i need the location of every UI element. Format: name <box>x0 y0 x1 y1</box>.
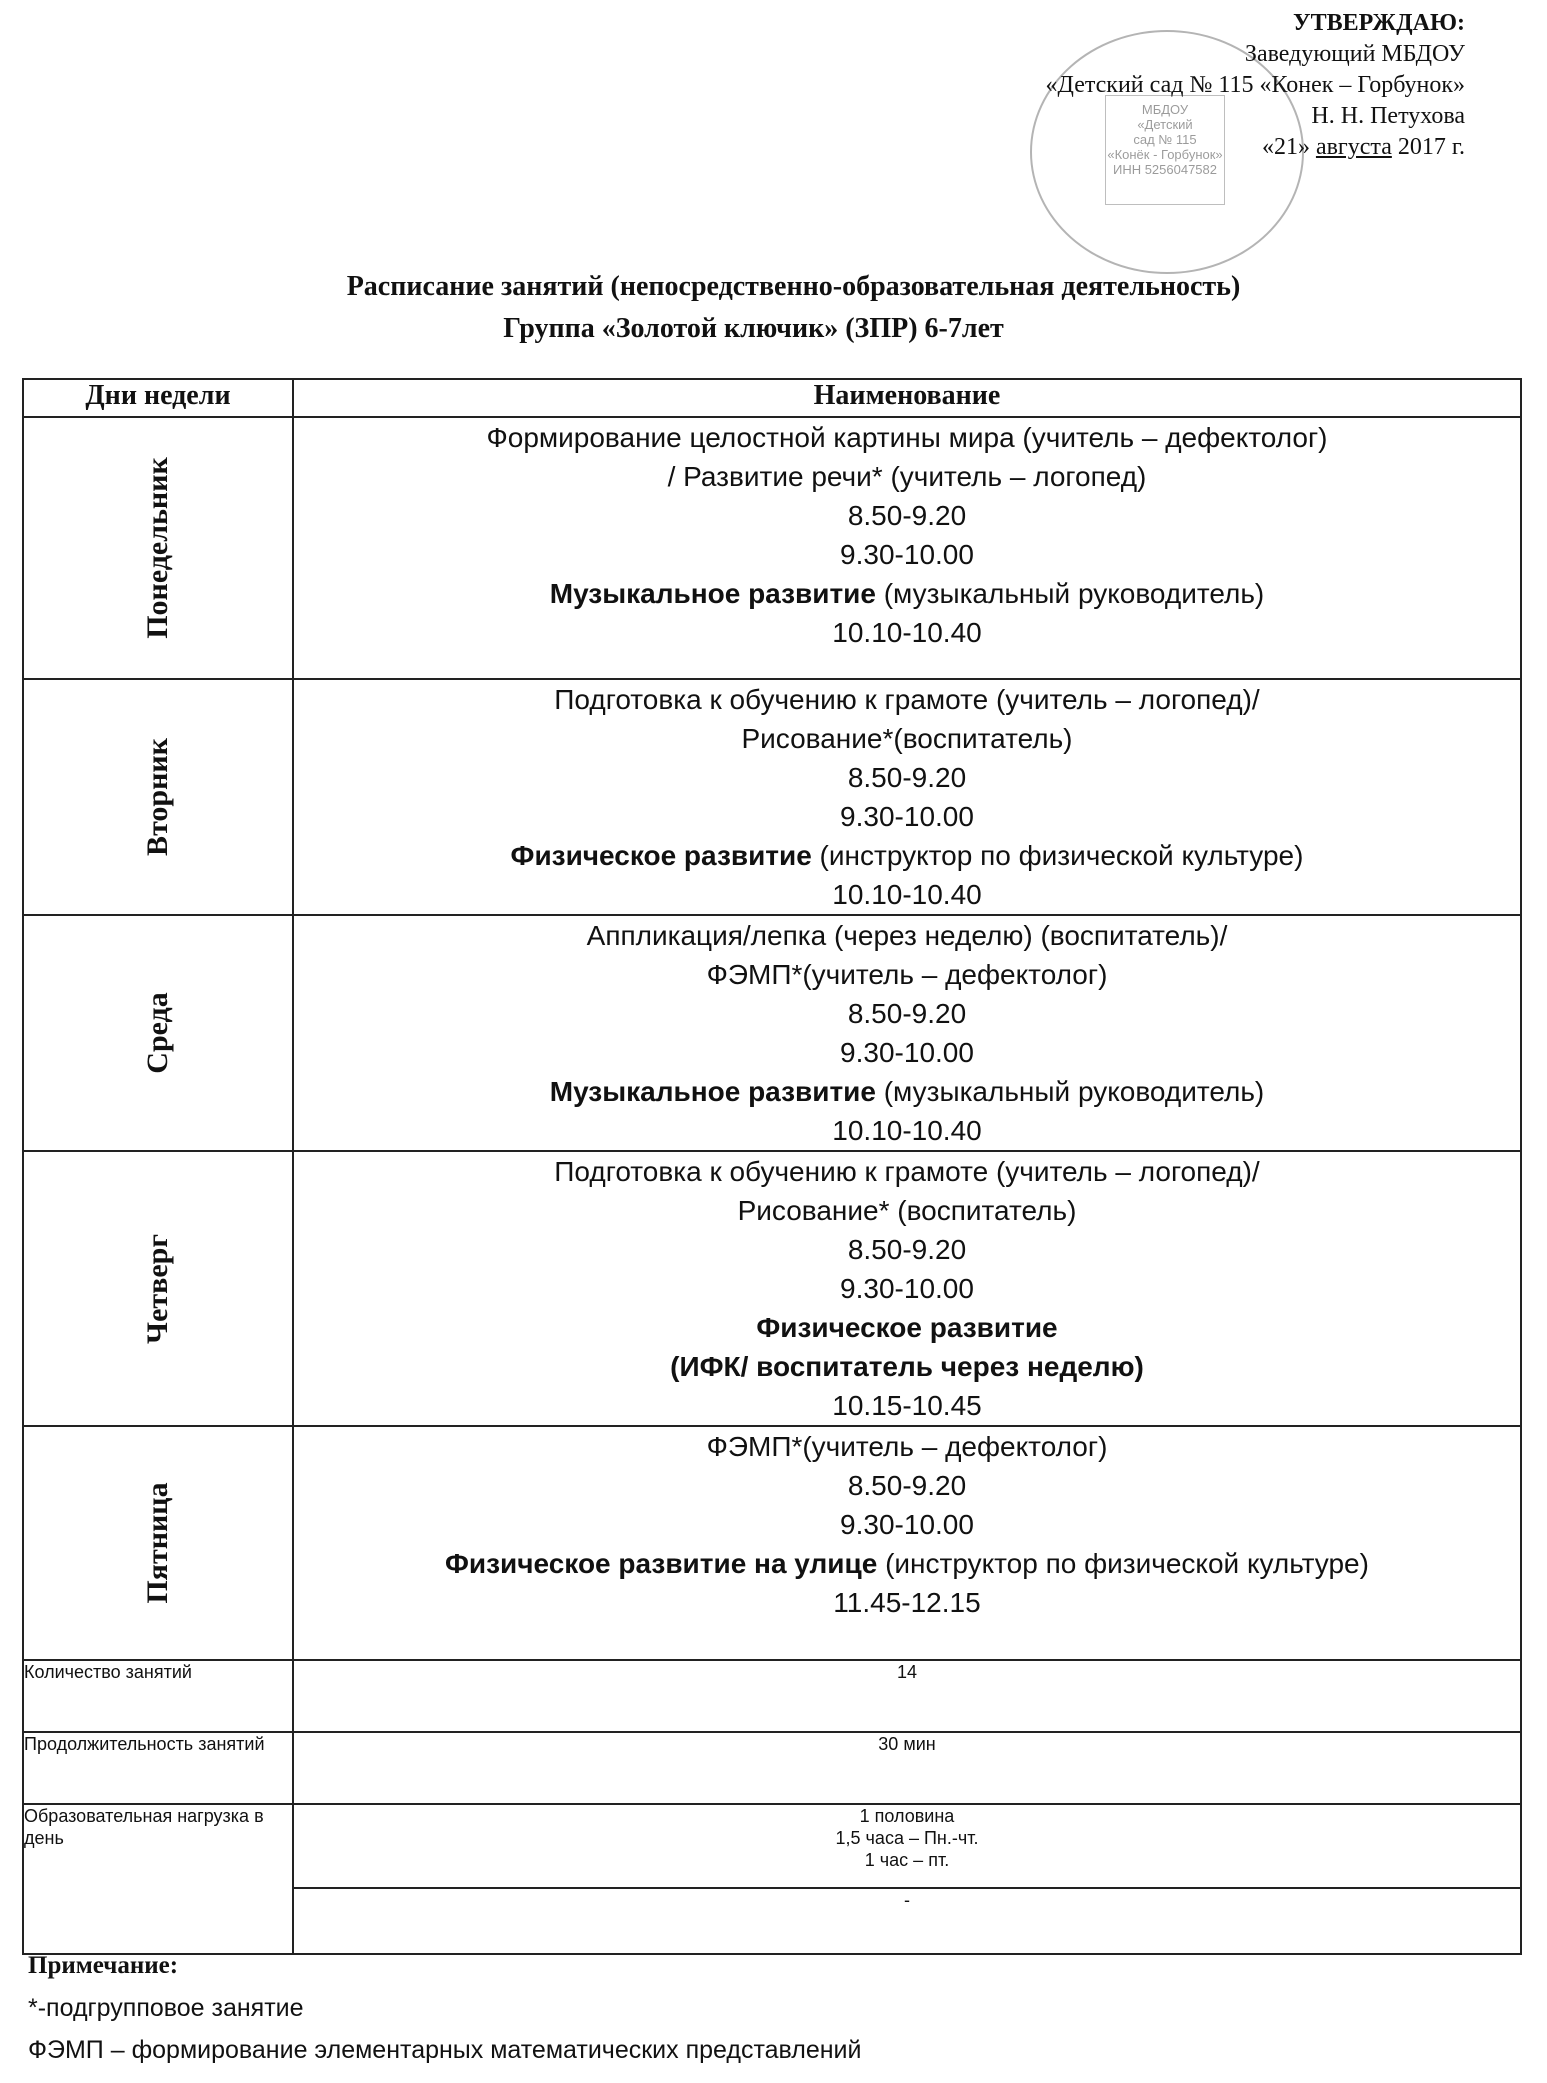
day-label: Четверг <box>141 1233 174 1344</box>
approval-organization: «Детский сад № 115 «Конек – Горбунок» <box>1045 72 1465 98</box>
lessons-cell: ФЭМП*(учитель – дефектолог) 8.50-9.20 9.30-10.00 Физическое развитие на улице (инструктор по физической культуре) 11.45-12.15 <box>293 1426 1521 1660</box>
load-value: 1 половина 1,5 часа – Пн.-чт. 1 час – пт. <box>293 1804 1521 1888</box>
stamp-center: МБДОУ «Детский сад № 115 «Конёк - Горбунок» ИНН 5256047582 <box>1105 95 1225 205</box>
approval-position: Заведующий МБДОУ <box>1244 41 1465 67</box>
table-row <box>23 679 1521 915</box>
day-cell <box>23 915 293 1151</box>
document-title: Расписание занятий (непосредственно-образовательная деятельность) <box>346 271 1241 302</box>
note-femp: ФЭМП – формирование элементарных математических представлений <box>28 2036 862 2064</box>
notes-block <box>28 1945 861 2071</box>
table-row <box>23 417 1521 679</box>
approval-date: «21» августа 2017 г. <box>1261 134 1465 160</box>
lessons-cell: Подготовка к обучению к грамоте (учитель – логопед)/ Рисование*(воспитатель) 8.50-9.20 9.30-10.00 Физическое развитие (инструктор по физической культуре) 10.10-10.40 <box>293 679 1521 915</box>
day-cell <box>23 1426 293 1660</box>
table-header-row <box>23 379 1521 417</box>
load-label: Образовательная нагрузка в день <box>23 1804 293 1954</box>
table-row <box>23 1660 1521 1732</box>
lessons-cell: Аппликация/лепка (через неделю) (воспитатель)/ ФЭМП*(учитель – дефектолог) 8.50-9.20 9.30-10.00 Музыкальное развитие (музыкальный руководитель) 10.10-10.40 <box>293 915 1521 1151</box>
duration-value: 30 мин <box>293 1732 1521 1804</box>
column-header-days: Дни недели <box>23 379 293 417</box>
table-row <box>23 1151 1521 1426</box>
duration-label: Продолжительность занятий <box>23 1732 293 1804</box>
load-extra-value: - <box>293 1888 1521 1954</box>
table-row <box>23 1732 1521 1804</box>
lessons-cell: Формирование целостной картины мира (учитель – дефектолог) / Развитие речи* (учитель – логопед) 8.50-9.20 9.30-10.00 Музыкальное развитие (музыкальный руководитель) 10.10-10.40 <box>293 417 1521 679</box>
count-value: 14 <box>293 1660 1521 1732</box>
day-label: Понедельник <box>141 457 174 639</box>
count-label: Количество занятий <box>23 1660 293 1732</box>
notes-heading: Примечание: <box>28 1952 179 1979</box>
schedule-table <box>22 378 1522 1955</box>
approval-heading: УТВЕРЖДАЮ: <box>1292 10 1465 36</box>
day-label: Среда <box>141 992 174 1074</box>
table-row <box>23 1804 1521 1888</box>
lessons-cell: Подготовка к обучению к грамоте (учитель – логопед)/ Рисование* (воспитатель) 8.50-9.20 9.30-10.00 Физическое развитие (ИФК/ воспитатель через неделю) 10.15-10.45 <box>293 1151 1521 1426</box>
group-title: Группа «Золотой ключик» (ЗПР) 6-7лет <box>503 313 1004 344</box>
column-header-name: Наименование <box>293 379 1521 417</box>
day-cell <box>23 679 293 915</box>
note-subgroup: *-подгрупповое занятие <box>28 1994 304 2022</box>
approval-signatory: Н. Н. Петухова <box>1311 103 1465 129</box>
table-row <box>23 915 1521 1151</box>
day-cell <box>23 417 293 679</box>
day-cell <box>23 1151 293 1426</box>
table-row <box>23 1426 1521 1660</box>
day-label: Пятница <box>141 1482 174 1604</box>
day-label: Вторник <box>141 738 174 856</box>
